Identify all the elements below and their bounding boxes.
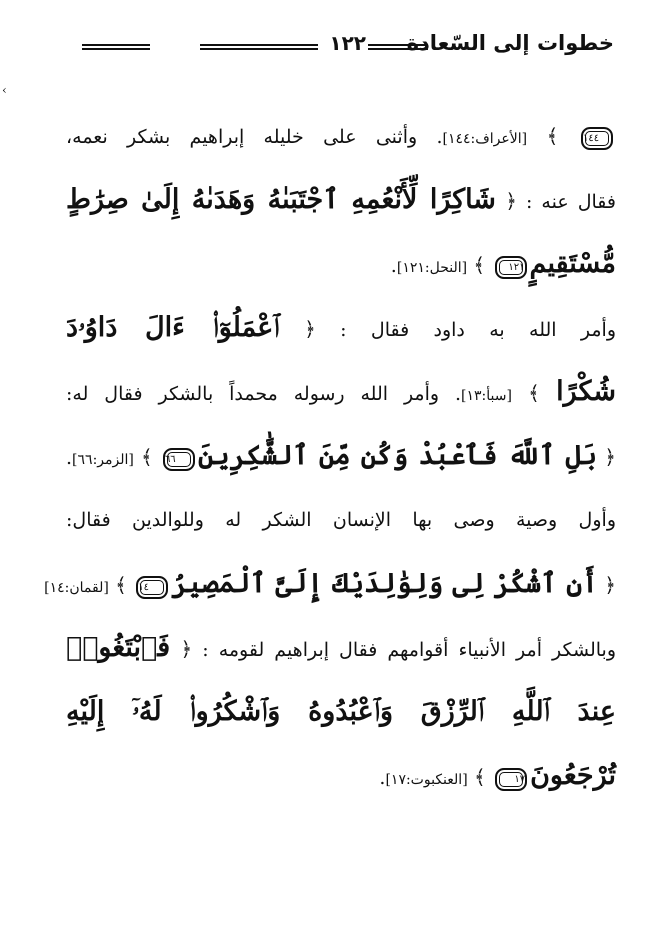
body-text-run: . — [66, 447, 73, 469]
page-number: ١٢٢ — [329, 31, 366, 55]
ayah-number-marker: ١٤ — [136, 576, 168, 599]
quran-bracket: ﴿ — [597, 573, 616, 597]
body-text-run: . — [390, 255, 397, 277]
verse-reference: [النحل:١٢١] — [396, 260, 468, 276]
ayah-number-marker: ١٧ — [495, 768, 527, 791]
text-line — [66, 296, 616, 360]
header-rule — [82, 44, 150, 50]
body-text-run: . وأمر الله رسوله محمداً بالشكر فقال له: — [66, 383, 461, 405]
verse-reference: [لقمان:١٤] — [44, 580, 109, 596]
text-line — [66, 616, 616, 680]
text-line — [66, 104, 616, 168]
verse-reference: [سبأ:١٣] — [461, 388, 512, 404]
text-line — [66, 680, 616, 744]
running-header — [70, 28, 614, 62]
ayah-number-marker: ٦٦ — [163, 448, 195, 471]
body-text-run: . وأثنى على خليله إبراهيم بشكر نعمه، — [66, 126, 443, 148]
quran-bracket: ﴾ — [467, 765, 493, 789]
quran-verse: فَٱبْتَغُوا۟ — [66, 632, 171, 663]
body-text-run: فقال عنه : — [516, 191, 616, 213]
quran-bracket: ﴾ — [108, 573, 134, 597]
text-line — [66, 168, 616, 232]
quran-verse: ٱعْمَلُوٓا۟ ءَالَ دَاوُۥدَ — [66, 312, 280, 343]
header-rule — [200, 44, 318, 50]
body-text-run: وأمر الله به داود فقال : — [315, 319, 616, 341]
body-text-run: وأول وصية وصى بها الإنسان الشكر له وللوالدين فقال: — [66, 509, 616, 531]
book-title: خطوات إلى السّعادة — [406, 31, 614, 55]
quran-bracket: ﴾ — [527, 124, 578, 148]
quran-bracket: ﴾ — [133, 445, 160, 469]
verse-reference: [العنكبوت:١٧] — [385, 772, 468, 788]
verse-reference: [الزمر:٦٦] — [72, 452, 134, 468]
text-line — [44, 552, 616, 616]
body-text-run: وبالشكر أمر الأنبياء أقوامهم فقال إبراهيم لقومه : — [192, 639, 616, 661]
quran-verse: عِندَ ٱللَّهِ ٱلرِّزْقَ وَٱعْبُدُوهُ وَٱشْكُرُوا۟ لَهُۥٓ إِلَيْهِ — [66, 696, 616, 727]
header-rule — [368, 44, 428, 50]
quran-verse: شَاكِرًا لِّأَنْعُمِهِ ٱجْتَبَىٰهُ وَهَدَىٰهُ إِلَىٰ صِرَٰطٍ — [66, 184, 496, 215]
verse-reference: [الأعراف:١٤٤] — [442, 131, 528, 147]
text-line — [66, 360, 616, 424]
text-line — [66, 488, 616, 552]
body-text-run: . — [379, 767, 386, 789]
ayah-number-marker: ١٢١ — [495, 256, 527, 279]
quran-bracket: ﴿ — [279, 317, 316, 341]
quran-verse: أَنِ ٱشْكُرْ لِى وَلِوَٰلِدَيْكَ إِلَىَّ ٱلْمَصِيرُ — [171, 568, 598, 599]
margin-mark: ‹ — [2, 83, 7, 97]
quran-bracket: ﴿ — [597, 445, 617, 469]
quran-verse: مُّسْتَقِيمٍ — [529, 248, 616, 279]
text-line — [66, 232, 616, 296]
quran-verse: تُرْجَعُونَ — [530, 760, 616, 791]
quran-bracket: ﴿ — [170, 637, 193, 661]
quran-verse: بَلِ ٱللَّهَ فَٱعْبُدْ وَكُن مِّنَ ٱلشَّٰكِرِينَ — [197, 440, 598, 471]
quran-bracket: ﴿ — [495, 189, 517, 213]
text-line — [66, 424, 616, 488]
text-line — [66, 744, 616, 808]
quran-bracket: ﴾ — [467, 253, 492, 277]
body-text — [44, 104, 617, 808]
quran-bracket: ﴾ — [511, 381, 557, 405]
quran-verse: شُكْرًا — [556, 376, 617, 407]
ayah-number-marker: ١٤٤ — [581, 127, 613, 150]
